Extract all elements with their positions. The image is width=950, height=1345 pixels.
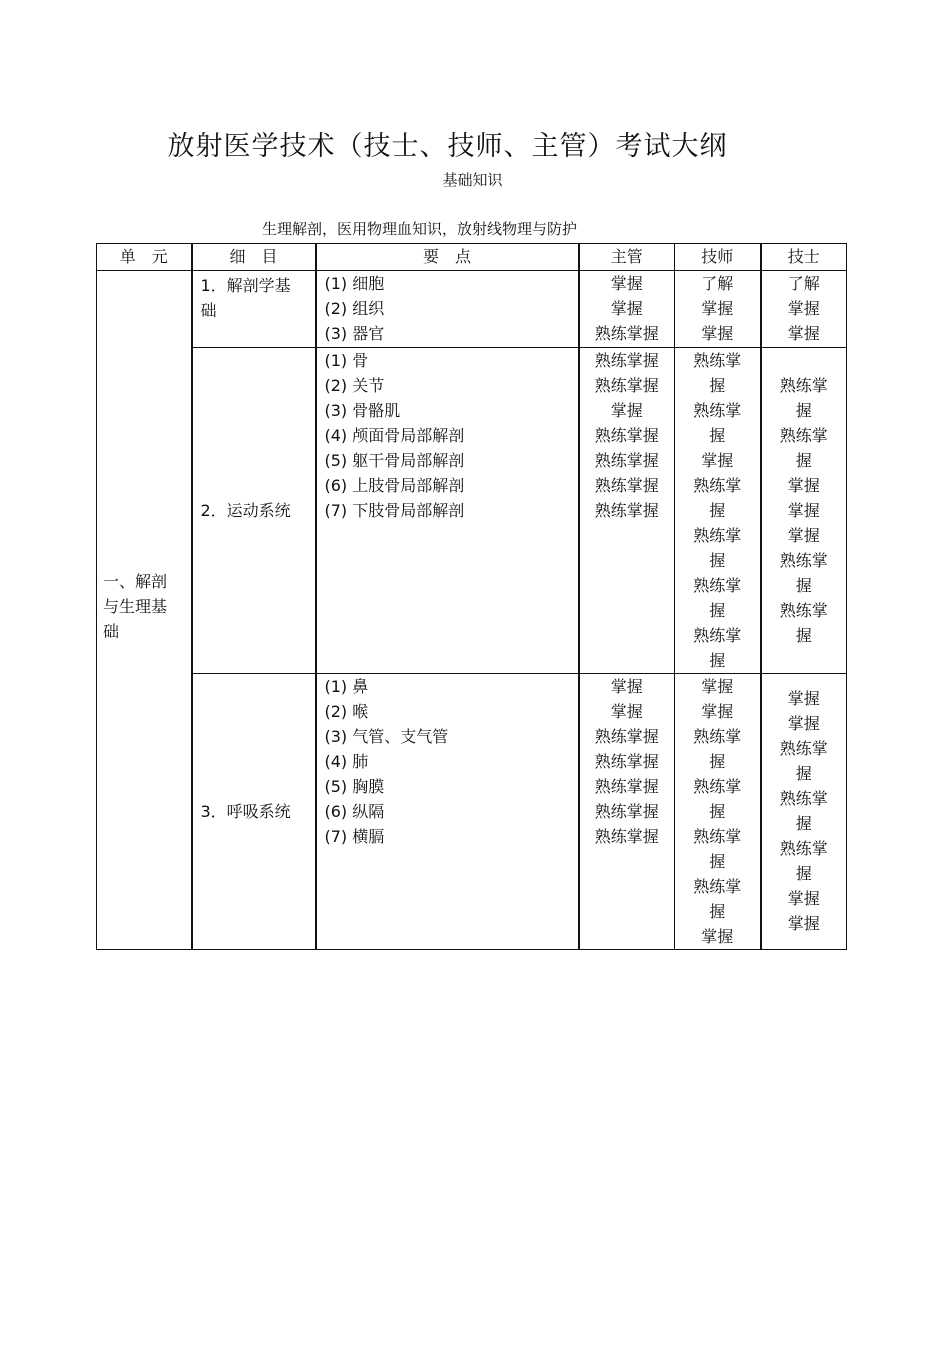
list-item: 熟练掌 — [693, 727, 742, 746]
points-cell — [316, 271, 579, 348]
list-item: 熟练掌握 — [594, 501, 659, 520]
jishi-list — [762, 271, 847, 346]
list-item: 础 — [103, 621, 120, 641]
list-item: (5) 胸膜 — [324, 777, 385, 796]
list-item: 熟练掌握 — [594, 451, 659, 470]
list-item: 掌握 — [610, 401, 643, 420]
list-item: 掌握 — [787, 689, 820, 708]
list-item: (1) 细胞 — [324, 274, 385, 293]
header-row — [97, 244, 847, 271]
section-caption: 生理解剖，医用物理血知识，放射线物理与防护 — [262, 220, 578, 238]
jishi-list — [762, 686, 847, 936]
list-item: 掌握 — [787, 889, 820, 908]
list-item: 3．呼吸系统 — [200, 802, 291, 821]
list-item: (1) 鼻 — [324, 677, 369, 696]
list-item: (3) 器官 — [324, 324, 385, 343]
list-item: (5) 躯干骨局部解剖 — [324, 451, 465, 470]
jishi-shi-cell — [675, 674, 761, 950]
list-item: (7) 下肢骨局部解剖 — [324, 501, 465, 520]
points-list — [325, 674, 578, 849]
jishi-cell — [761, 348, 847, 674]
list-item: 熟练掌 — [693, 877, 742, 896]
list-item: 握 — [709, 601, 726, 620]
list-item: 熟练掌 — [779, 601, 828, 620]
table-row — [97, 674, 847, 950]
list-item: (6) 上肢骨局部解剖 — [324, 476, 465, 495]
list-item: 熟练掌 — [693, 351, 742, 370]
list-item: 熟练掌 — [693, 576, 742, 595]
zhuguan-list — [580, 674, 675, 849]
list-item: 掌握 — [701, 324, 734, 343]
list-item: (3) 气管、支气管 — [324, 727, 449, 746]
list-item: 熟练掌握 — [594, 476, 659, 495]
list-item: 熟练掌握 — [594, 827, 659, 846]
list-item: 握 — [709, 852, 726, 871]
jishi-shi-list — [675, 674, 760, 949]
points-cell — [316, 348, 579, 674]
list-item: 掌握 — [701, 927, 734, 946]
list-item: 熟练掌握 — [594, 376, 659, 395]
zhuguan-cell — [579, 271, 675, 348]
list-item: 握 — [709, 802, 726, 821]
jishi-shi-list — [675, 348, 760, 673]
zhuguan-list — [580, 271, 675, 346]
list-item: 础 — [200, 301, 217, 320]
list-item: 握 — [795, 626, 812, 645]
list-item: 掌握 — [787, 476, 820, 495]
points-cell — [316, 674, 579, 950]
list-item: (3) 骨骼肌 — [324, 401, 401, 420]
list-item: 掌握 — [610, 274, 643, 293]
header-unit: 单 元 — [97, 244, 192, 271]
header-jishi: 技士 — [761, 244, 847, 271]
list-item: 掌握 — [701, 677, 734, 696]
list-item: (2) 组织 — [324, 299, 385, 318]
header-jishi-shi: 技师 — [675, 244, 761, 271]
list-item: 握 — [709, 376, 726, 395]
list-item: 熟练掌握 — [594, 727, 659, 746]
list-item: 握 — [709, 426, 726, 445]
zhuguan-cell — [579, 674, 675, 950]
list-item: 熟练掌 — [693, 827, 742, 846]
list-item: 熟练掌握 — [594, 324, 659, 343]
zhuguan-cell — [579, 348, 675, 674]
subitem-cell — [192, 348, 316, 674]
list-item: 熟练掌 — [779, 789, 828, 808]
list-item: 掌握 — [787, 714, 820, 733]
list-item: (6) 纵隔 — [324, 802, 385, 821]
list-item: 掌握 — [610, 702, 643, 721]
list-item: 握 — [709, 651, 726, 670]
unit-name — [103, 569, 191, 644]
list-item: 熟练掌 — [779, 739, 828, 758]
header-zhuguan: 主管 — [579, 244, 675, 271]
list-item: 熟练掌 — [779, 839, 828, 858]
list-item: 熟练掌握 — [594, 752, 659, 771]
list-item: 熟练掌 — [693, 526, 742, 545]
subitem-cell — [192, 271, 316, 348]
list-item: 与生理基 — [103, 596, 168, 616]
list-item: 掌握 — [610, 677, 643, 696]
list-item: 熟练掌握 — [594, 777, 659, 796]
list-item: 了解 — [701, 274, 734, 293]
zhuguan-list — [580, 348, 675, 523]
list-item: 掌握 — [787, 501, 820, 520]
list-item: 熟练掌 — [779, 551, 828, 570]
list-item: 掌握 — [787, 299, 820, 318]
list-item: 熟练掌 — [779, 376, 828, 395]
list-item: 一、解剖 — [103, 571, 168, 591]
jishi-shi-list — [675, 271, 760, 346]
jishi-cell — [761, 271, 847, 348]
list-item: 熟练掌握 — [594, 802, 659, 821]
document-subtitle: 基础知识 — [442, 171, 503, 189]
list-item: 掌握 — [701, 299, 734, 318]
list-item: 握 — [709, 551, 726, 570]
jishi-list — [762, 373, 847, 648]
syllabus-table — [96, 243, 847, 950]
points-list — [325, 348, 578, 523]
subitem-text — [201, 271, 315, 323]
unit-cell — [97, 348, 192, 950]
list-item: 掌握 — [787, 324, 820, 343]
list-item: (2) 喉 — [324, 702, 369, 721]
subitem-text — [201, 799, 315, 824]
list-item: 掌握 — [610, 299, 643, 318]
list-item: 掌握 — [787, 526, 820, 545]
list-item: 熟练掌 — [693, 626, 742, 645]
list-item: 掌握 — [701, 451, 734, 470]
table-row — [97, 348, 847, 674]
list-item: 握 — [709, 752, 726, 771]
list-item: 熟练掌握 — [594, 351, 659, 370]
list-item: 熟练掌 — [779, 426, 828, 445]
jishi-shi-cell — [675, 348, 761, 674]
list-item: 握 — [795, 864, 812, 883]
list-item: (7) 横膈 — [324, 827, 385, 846]
list-item: (4) 颅面骨局部解剖 — [324, 426, 465, 445]
list-item: 熟练掌 — [693, 777, 742, 796]
list-item: 握 — [795, 451, 812, 470]
list-item: 掌握 — [701, 702, 734, 721]
list-item: 熟练掌 — [693, 476, 742, 495]
list-item: (2) 关节 — [324, 376, 385, 395]
list-item: 握 — [795, 576, 812, 595]
list-item: 掌握 — [787, 914, 820, 933]
jishi-shi-cell — [675, 271, 761, 348]
jishi-cell — [761, 674, 847, 950]
list-item: 熟练掌 — [693, 401, 742, 420]
document-title: 放射医学技术（技士、技师、主管）考试大纲 — [167, 131, 728, 162]
list-item: 熟练掌握 — [594, 426, 659, 445]
subitem-text — [201, 498, 315, 523]
header-subitem: 细 目 — [192, 244, 316, 271]
subitem-cell — [192, 674, 316, 950]
header-points: 要 点 — [316, 244, 579, 271]
list-item: (4) 肺 — [324, 752, 369, 771]
unit-cell-top — [97, 271, 192, 348]
list-item: 握 — [709, 902, 726, 921]
table-row — [97, 271, 847, 348]
list-item: 2．运动系统 — [200, 501, 291, 520]
points-list — [325, 271, 578, 346]
list-item: 握 — [795, 764, 812, 783]
list-item: (1) 骨 — [324, 351, 369, 370]
list-item: 1．解剖学基 — [200, 276, 291, 295]
list-item: 了解 — [787, 274, 820, 293]
list-item: 握 — [795, 814, 812, 833]
list-item: 握 — [795, 401, 812, 420]
list-item: 握 — [709, 501, 726, 520]
